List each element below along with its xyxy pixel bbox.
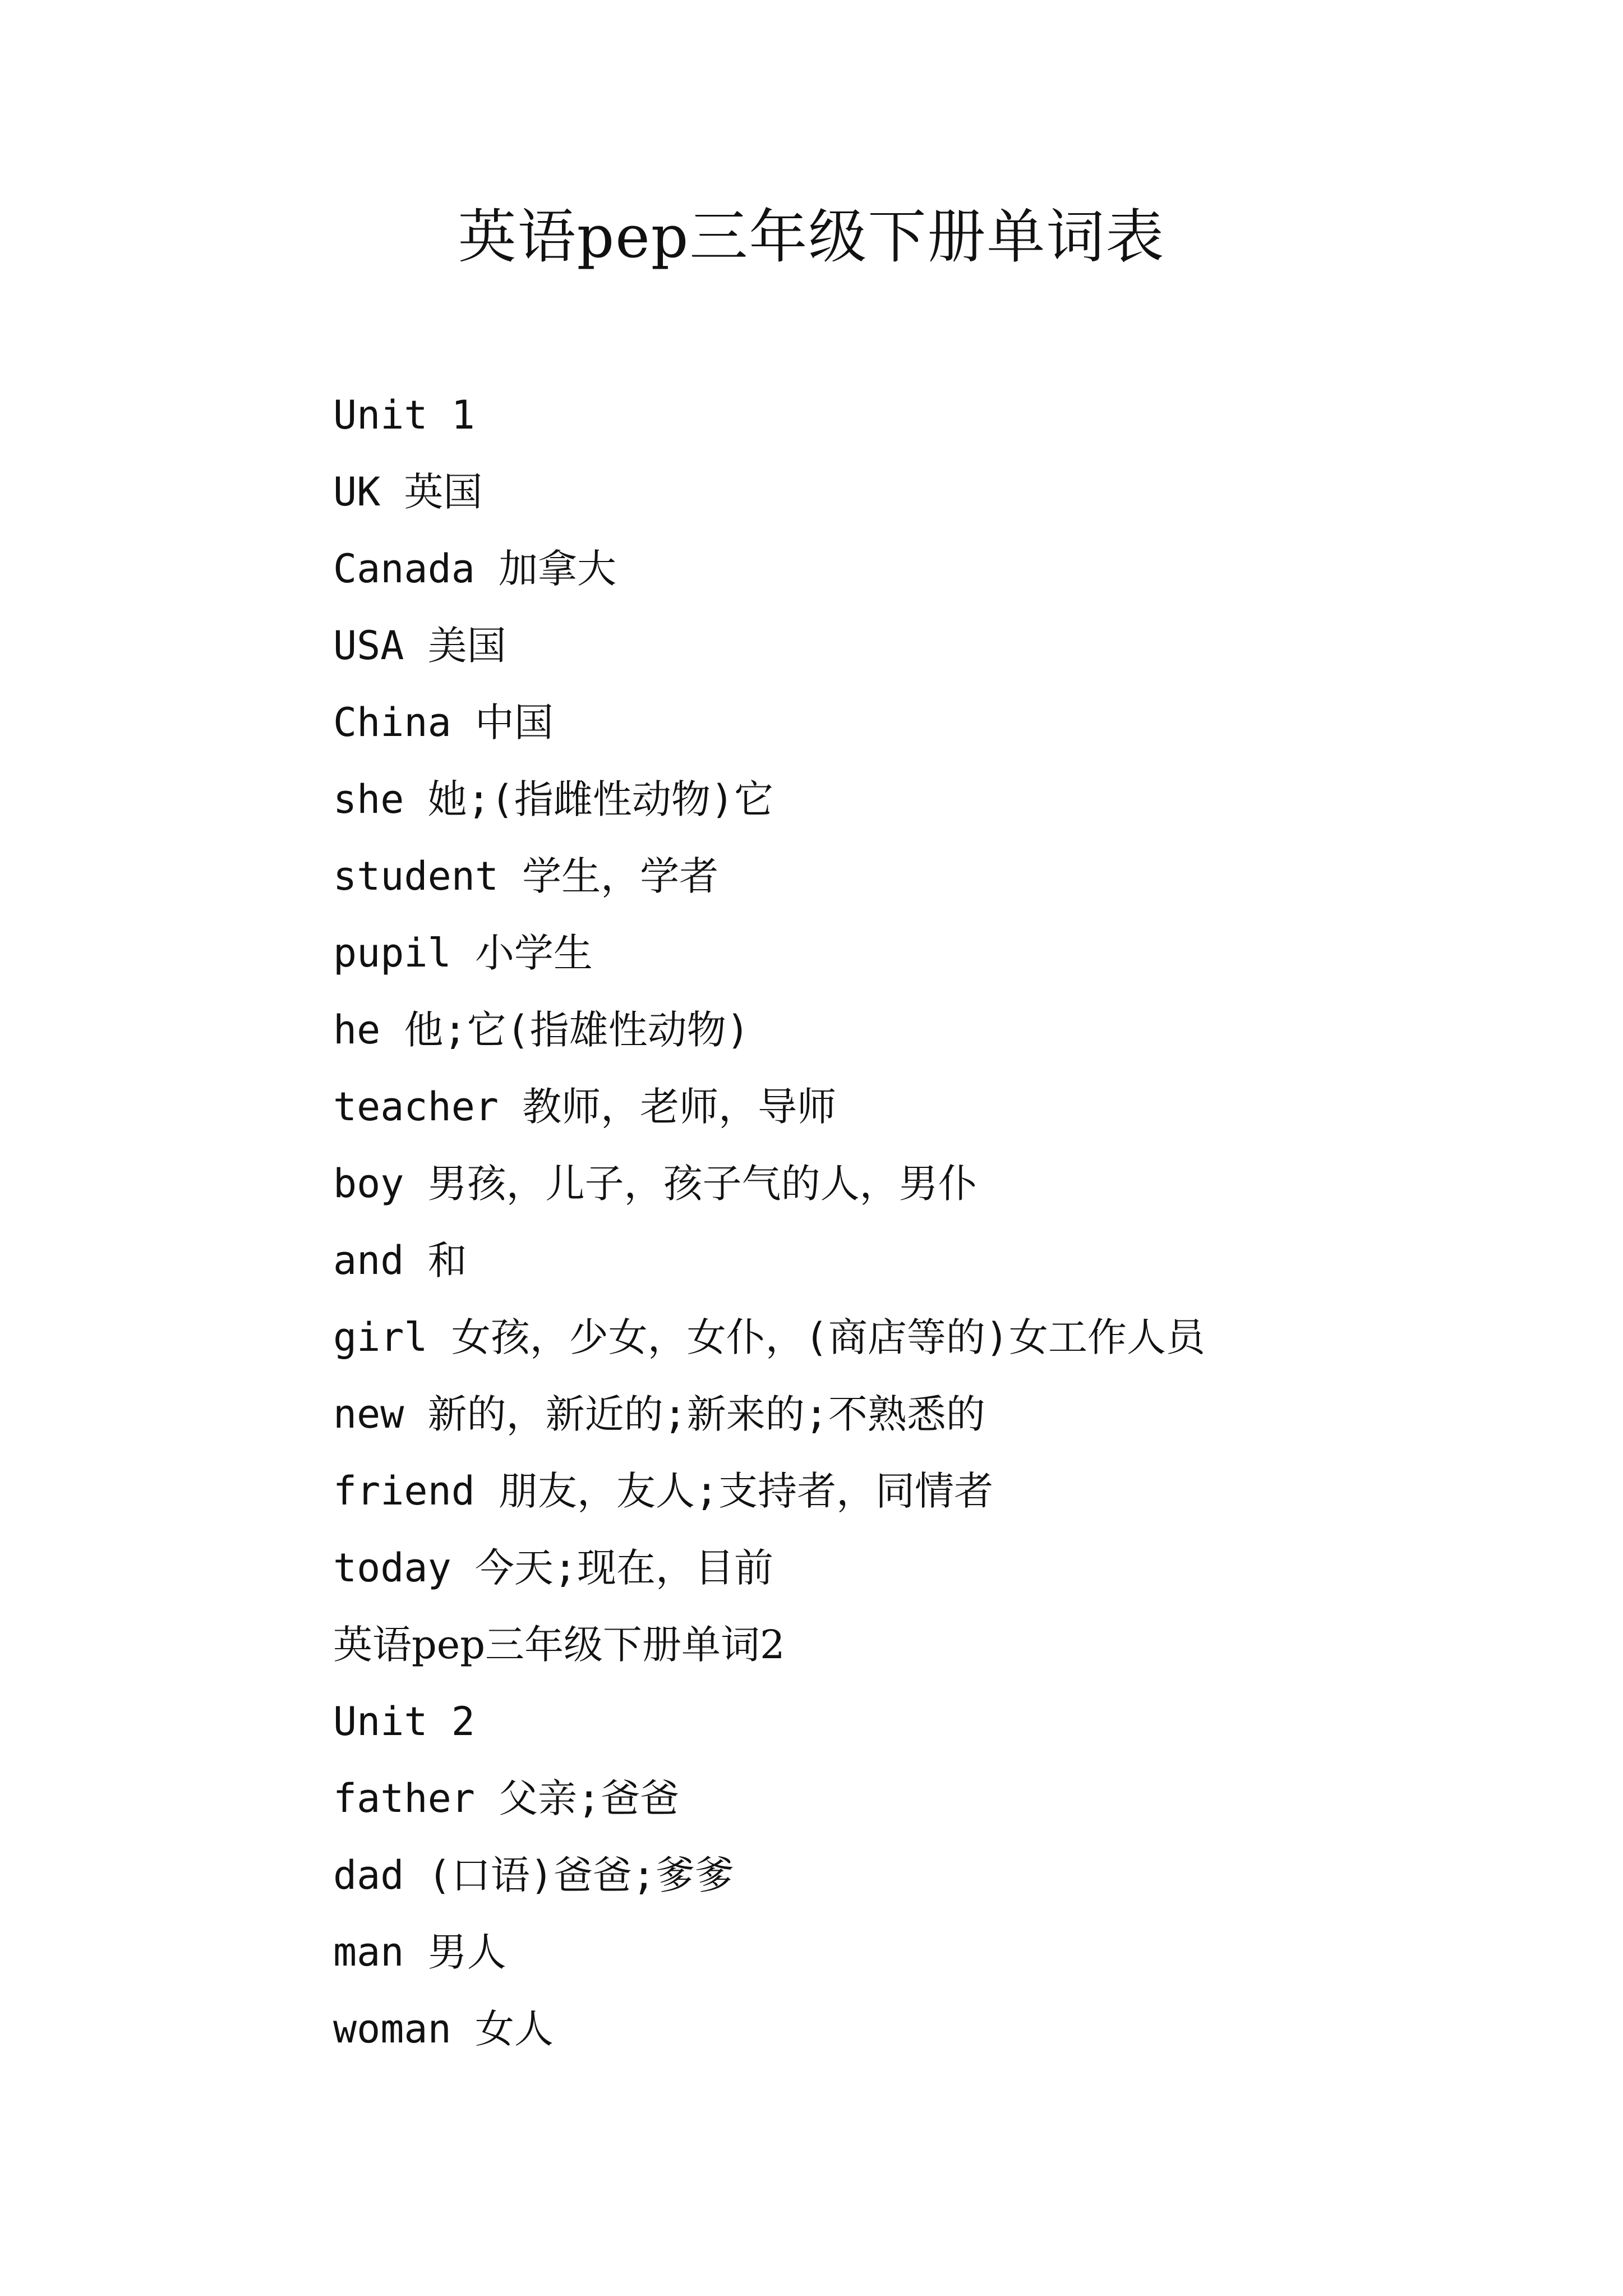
vocab-entry: dad (口语)爸爸;爹爹 bbox=[333, 1852, 735, 1898]
vocab-entry: student 学生，学者 bbox=[333, 853, 719, 899]
vocab-entry: he 他;它(指雄性动物) bbox=[333, 1007, 750, 1053]
vocab-entry: and 和 bbox=[333, 1237, 467, 1283]
vocab-entry: teacher 教师，老师，导师 bbox=[333, 1084, 837, 1130]
vocab-entry: girl 女孩，少女，女仆，(商店等的)女工作人员 bbox=[333, 1314, 1206, 1360]
vocab-entry: woman 女人 bbox=[333, 2006, 554, 2052]
vocab-entry: new 新的，新近的;新来的;不熟悉的 bbox=[333, 1391, 985, 1437]
vocabulary-list bbox=[333, 377, 1511, 2068]
vocab-entry: Canada 加拿大 bbox=[333, 546, 617, 592]
document-title: 英语pep三年级下册单词表 bbox=[458, 203, 1165, 271]
unit-heading: Unit 1 bbox=[333, 392, 475, 438]
vocab-entry: pupil 小学生 bbox=[333, 930, 593, 976]
vocab-entry: boy 男孩，儿子，孩子气的人，男仆 bbox=[333, 1161, 978, 1207]
vocab-entry: China 中国 bbox=[333, 700, 554, 746]
vocab-entry: she 她;(指雌性动物)它 bbox=[333, 776, 774, 822]
vocab-entry: today 今天;现在，目前 bbox=[333, 1545, 774, 1591]
vocab-entry: father 父亲;爸爸 bbox=[333, 1775, 680, 1821]
vocab-entry: UK 英国 bbox=[333, 469, 483, 515]
vocab-entry: man 男人 bbox=[333, 1929, 506, 1975]
unit-heading: Unit 2 bbox=[333, 1699, 475, 1745]
section-heading: 英语pep三年级下册单词2 bbox=[333, 1622, 785, 1668]
vocab-entry: friend 朋友，友人;支持者，同情者 bbox=[333, 1468, 994, 1514]
vocab-entry: USA 美国 bbox=[333, 623, 506, 669]
